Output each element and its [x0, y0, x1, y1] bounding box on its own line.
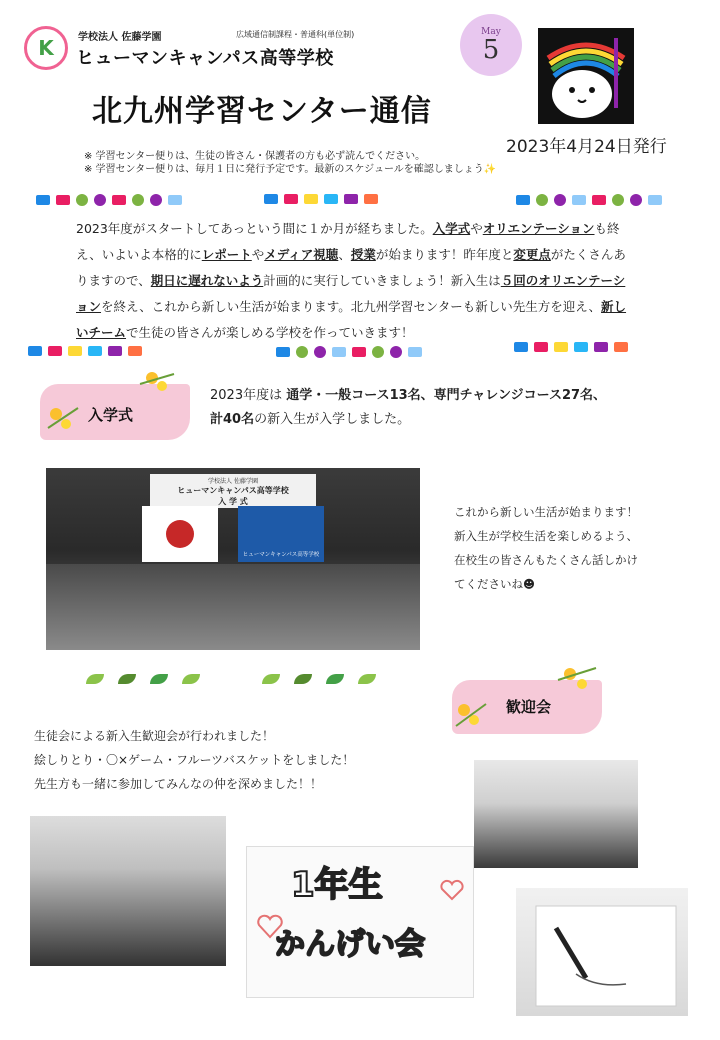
welcome-message — [454, 500, 684, 596]
course-label: 広域通信制課程・普通科(単位制) — [236, 30, 355, 39]
intro-paragraph: 2023年度がスタートしてあっという間に１か月が経ちました。入学式やオリエンテーションも終え、いよいよ本格的にレポートやメディア視聴、授業が始まります！昨年度と変更点がたくさんありますので、期日に遅れないよう計画的に実行していきましょう！新入生は５回のオリエンテーションを終え、これから新しい生活が始まります。北九州学習センターも新しい先生方を迎え、新しいチームで生徒の皆さんが楽しめる学校を作っていきます！ — [76, 221, 627, 340]
kangei-line: 絵しりとり・〇×ゲーム・フルーツバスケットをしました！ — [34, 753, 355, 767]
decoration-row — [514, 342, 628, 352]
heart-icon — [255, 911, 285, 941]
whiteboard-line-1: 1年生 — [291, 865, 383, 905]
school-flag-label: ヒューマンキャンパス高等学校 — [242, 552, 320, 558]
drawing-photo — [516, 888, 688, 1016]
kangei-line: 生徒会による新入生歓迎会が行われました！ — [34, 729, 275, 743]
whiteboard-line-2: かんげい会 — [275, 927, 425, 962]
banner-org: 学校法人 佐藤学園 — [208, 478, 258, 485]
note-line: ※ 学習センター便りは、毎月１日に発行予定です。最新のスケジュールを確認しましょう✨ — [84, 164, 497, 175]
welcome-party-photo — [474, 760, 638, 868]
org-name: 学校法人 佐藤学園 — [78, 32, 162, 43]
leaf-decoration-row — [262, 674, 376, 684]
decoration-row — [264, 194, 378, 204]
section-title-kangei: 歓迎会 — [506, 698, 552, 716]
japan-flag — [142, 506, 218, 562]
students-group — [46, 564, 420, 650]
kangei-line: 先生方も一緒に参加してみんなの仲を深めました！！ — [34, 777, 323, 791]
cat-illustration — [538, 28, 634, 124]
leaf-decoration-row — [86, 674, 200, 684]
decoration-row — [276, 346, 422, 358]
school-name: ヒューマンキャンパス高等学校 — [76, 48, 334, 69]
school-logo: K — [24, 26, 68, 70]
month-badge — [460, 14, 522, 76]
page-title: 北九州学習センター通信 — [92, 94, 432, 129]
badge-month: May — [481, 27, 501, 37]
note-line: ※ 学習センター便りは、生徒の皆さん・保護者の方も必ず読んでください。 — [84, 151, 426, 162]
banner-event: 入 学 式 — [218, 497, 248, 506]
pen-drawing-icon — [516, 888, 688, 1016]
message-line: これから新しい生活が始まります！ — [454, 505, 638, 519]
school-flag — [238, 506, 324, 562]
message-line: てくださいね☻ — [454, 577, 535, 591]
banner-school: ヒューマンキャンパス高等学校 — [177, 486, 289, 495]
section-title-nyugaku: 入学式 — [88, 406, 134, 424]
nyugaku-summary: 2023年度は 通学・一般コース13名、専門チャレンジコース27名、 計40名の新入生が入学しました。 — [210, 388, 607, 427]
message-line: 在校生の皆さんもたくさん話しかけ — [454, 553, 638, 567]
decoration-row — [516, 194, 662, 206]
classroom-circle-photo — [30, 816, 226, 966]
heart-icon — [439, 877, 465, 903]
notes — [84, 150, 496, 176]
ceremony-banner — [150, 474, 316, 508]
decoration-row — [28, 346, 142, 356]
decoration-row — [36, 194, 182, 206]
badge-number: 5 — [482, 35, 500, 65]
issue-date: 2023年4月24日発行 — [506, 137, 667, 157]
whiteboard-photo — [246, 846, 474, 998]
ceremony-photo — [46, 468, 420, 650]
kangei-summary — [34, 724, 474, 796]
message-line: 新入生が学校生活を楽しめるよう、 — [454, 529, 638, 543]
